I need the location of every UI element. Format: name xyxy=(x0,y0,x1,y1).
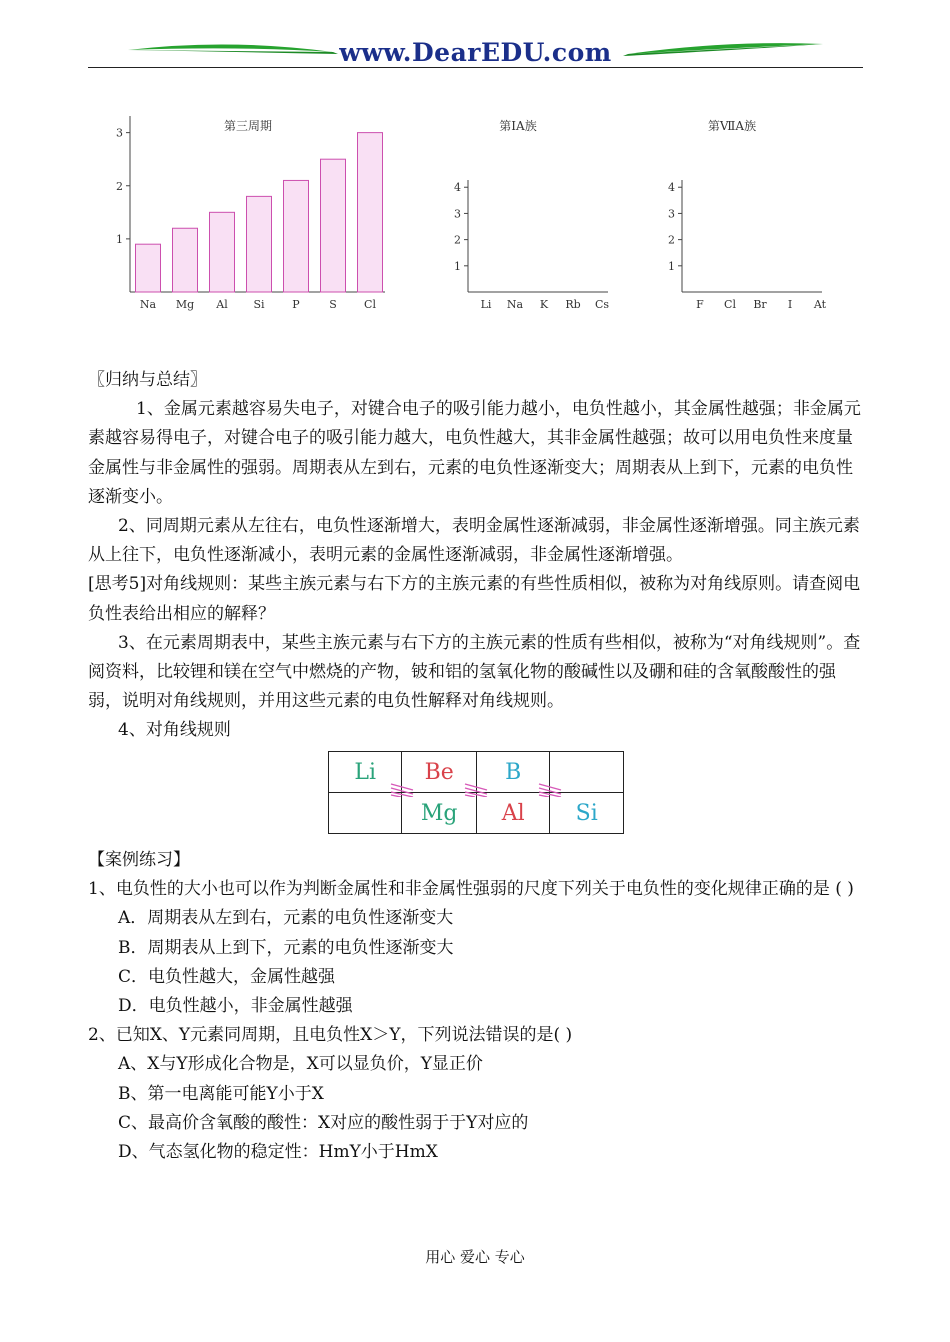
diagonal-hatch-1 xyxy=(389,783,415,797)
diagonal-hatch-2 xyxy=(463,783,489,797)
cell-be: Be xyxy=(402,752,476,793)
q1-option-a: A．周期表从左到右，元素的电负性逐渐变大 xyxy=(118,908,454,929)
bar-si xyxy=(247,196,272,292)
y-tick-label: 1 xyxy=(116,232,123,246)
x-tick-label: Rb xyxy=(565,298,581,311)
bar-p xyxy=(284,180,309,292)
cell-mg: Mg xyxy=(402,793,476,834)
y-tick-label: 4 xyxy=(668,181,675,195)
y-tick-label: 3 xyxy=(116,126,123,140)
bar-mg xyxy=(173,228,198,292)
x-tick-label: S xyxy=(329,298,337,311)
x-tick-label: Cl xyxy=(364,298,376,311)
summary-section xyxy=(88,366,864,746)
x-tick-label: F xyxy=(696,298,704,311)
chart-period3-svg xyxy=(100,112,400,322)
summary-heading: 〖归纳与总结〗 xyxy=(88,370,207,390)
page-footer: 用心 爱心 专心 xyxy=(425,1248,525,1266)
chart-group7a-svg xyxy=(656,112,846,322)
q1-option-c: C．电负性越大，金属性越强 xyxy=(118,966,336,987)
chart-group1a xyxy=(440,112,630,322)
header-rule xyxy=(88,67,863,68)
x-tick-label: Cl xyxy=(724,298,736,311)
x-tick-label: Na xyxy=(139,298,157,311)
cell-b: B xyxy=(476,752,550,793)
chart-title: 第ⅦA族 xyxy=(707,119,757,133)
cell-al: Al xyxy=(476,793,550,834)
chart-group1a-svg xyxy=(440,112,630,322)
question-2: 2、已知X、Y元素同周期，且电负性X＞Y，下列说法错误的是( ) xyxy=(88,1025,573,1046)
q2-option-d: D、气态氢化物的稳定性：HmY小于HmX xyxy=(118,1142,438,1163)
q2-option-b: B、第一电离能可能Y小于X xyxy=(118,1083,324,1104)
chart-period3 xyxy=(100,112,400,322)
q1-option-d: D．电负性越小，非金属性越强 xyxy=(118,996,353,1017)
chart-title: 第三周期 xyxy=(223,119,273,133)
q1-option-b: B．周期表从上到下，元素的电负性逐渐变大 xyxy=(118,937,454,958)
question-1: 1、电负性的大小也可以作为判断金属性和非金属性强弱的尺度下列关于电负性的变化规律正确的是 ( ) xyxy=(88,879,854,900)
summary-point-2: 2、同周期元素从左往右，电负性逐渐增大，表明金属性逐渐减弱，非金属性逐渐增强。同主族元素从上往下，电负性逐渐减小，表明元素的金属性逐渐减弱，非金属性逐渐增强。 xyxy=(88,516,860,566)
y-tick-label: 2 xyxy=(454,233,461,247)
summary-point-4: 4、对角线规则 xyxy=(118,720,231,741)
bar-cl xyxy=(358,133,383,292)
page-header xyxy=(88,30,863,70)
chart-title: 第ⅠA族 xyxy=(499,119,537,133)
x-tick-label: At xyxy=(813,298,827,311)
cell-li: Li xyxy=(329,752,402,793)
x-tick-label: P xyxy=(292,298,300,311)
q2-option-c: C、最高价含氧酸的酸性：X对应的酸性弱于于Y对应的 xyxy=(118,1112,529,1133)
y-tick-label: 3 xyxy=(454,207,461,221)
cell-si: Si xyxy=(550,793,624,834)
summary-point-3: 3、在元素周期表中，某些主族元素与右下方的主族元素的性质有些相似，被称为“对角线规则”。查阅资料，比较锂和镁在空气中燃烧的产物，铍和铝的氢氧化物的酸碱性以及硼和硅的含氧酸酸性的强弱，说明对角线规则，并用这些元素的电负性解释对角线规则。 xyxy=(88,632,861,712)
x-tick-label: Si xyxy=(253,298,265,311)
y-tick-label: 3 xyxy=(668,207,675,221)
y-tick-label: 1 xyxy=(668,259,675,273)
x-tick-label: Cs xyxy=(594,298,610,311)
q2-option-a: A、X与Y形成化合物是，X可以显负价，Y显正价 xyxy=(118,1054,483,1075)
x-tick-label: K xyxy=(539,298,549,311)
y-tick-label: 2 xyxy=(116,179,123,193)
x-tick-label: Br xyxy=(753,298,767,311)
x-tick-label: I xyxy=(787,298,793,311)
chart-group7a xyxy=(656,112,846,322)
practice-heading: 【案例练习】 xyxy=(88,850,190,870)
x-tick-label: Na xyxy=(506,298,524,311)
x-tick-label: Al xyxy=(216,298,228,311)
cell-empty-2 xyxy=(329,793,402,834)
site-title: www.DearEDU.com xyxy=(339,38,612,67)
y-tick-label: 2 xyxy=(668,233,675,247)
practice-section xyxy=(88,846,864,1167)
bar-al xyxy=(210,212,235,292)
bar-s xyxy=(321,159,346,292)
bar-na xyxy=(136,244,161,292)
summary-point-1: 1、金属元素越容易失电子，对键合电子的吸引能力越小，电负性越小，其金属性越强；非金属元素越容易得电子，对键合电子的吸引能力越大，电负性越大，其非金属性越强；故可以用电负性来度量金属性与非金属性的强弱。周期表从左到右，元素的电负性逐渐变大；周期表从上到下，元素的电负性逐渐变小。 xyxy=(88,399,861,507)
y-tick-label: 4 xyxy=(454,181,461,195)
x-tick-label: Li xyxy=(480,298,492,311)
x-tick-label: Mg xyxy=(175,298,195,311)
diagonal-rule-diagram xyxy=(328,751,624,829)
y-tick-label: 1 xyxy=(454,259,461,273)
diagonal-hatch-3 xyxy=(537,783,563,797)
think-question-5: [思考5]对角线规则：某些主族元素与右下方的主族元素的有些性质相似，被称为对角线原则。请查阅电负性表给出相应的解释？ xyxy=(88,574,861,624)
